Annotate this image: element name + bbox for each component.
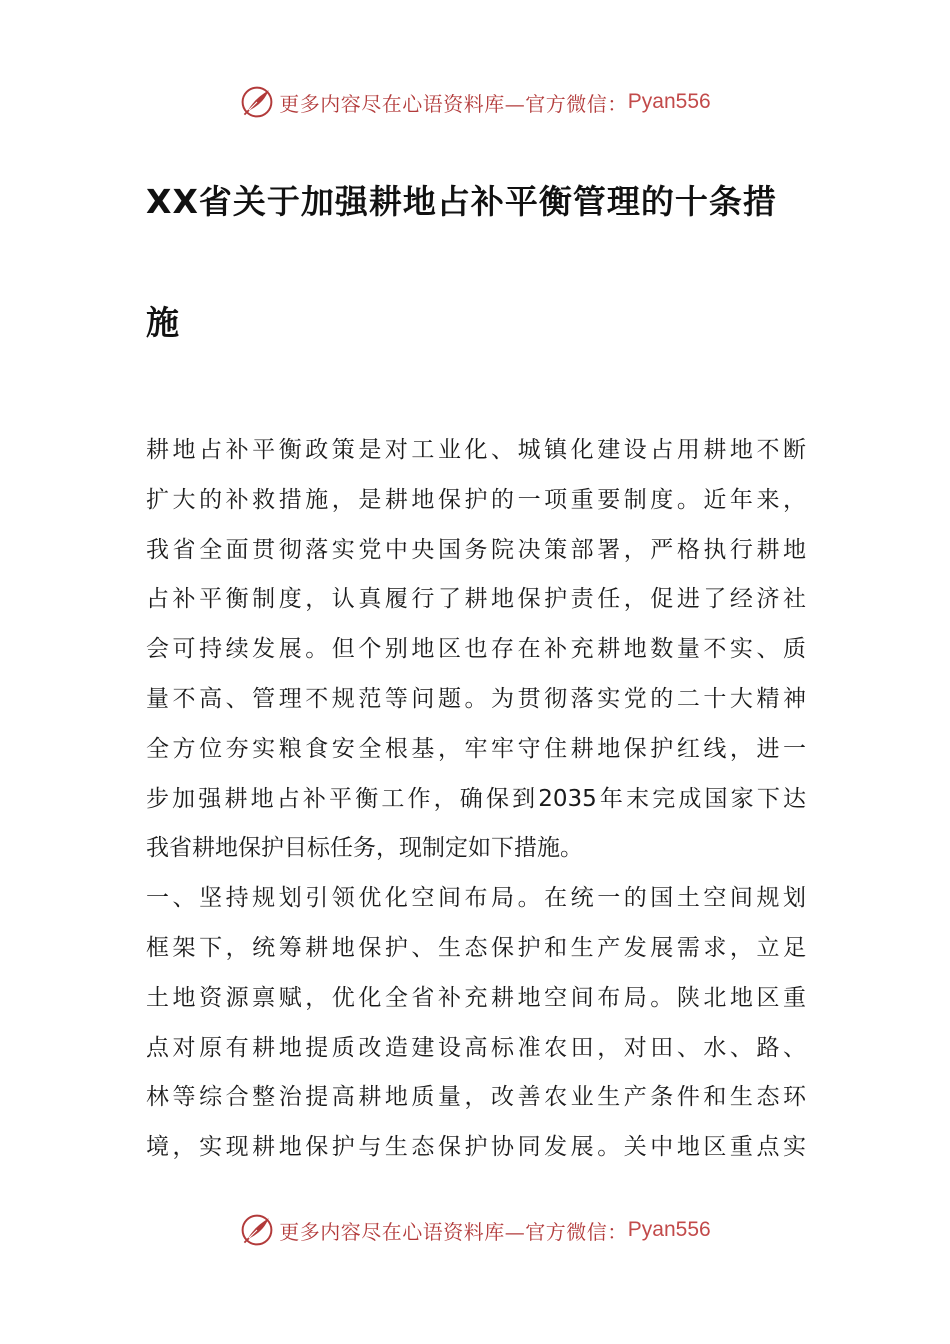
header-banner: [0, 82, 950, 122]
body-line: 点对原有耕地提质改造建设高标准农田，对田、水、路、: [146, 1034, 806, 1061]
document-title-line-2: 施: [146, 303, 180, 342]
body-line: 耕地占补平衡政策是对工业化、城镇化建设占用耕地不断: [146, 437, 806, 463]
body-line: 步加强耕地占补平衡工作，确保到2035年末完成国家下达: [146, 785, 806, 812]
body-line: 占补平衡制度，认真履行了耕地保护责任，促进了经济社: [146, 586, 806, 613]
body-line: 一、坚持规划引领优化空间布局。在统一的国土空间规划: [146, 885, 806, 912]
body-line: 框架下，统筹耕地保护、生态保护和生产发展需求，立足: [146, 934, 806, 961]
banner-text: 更多内容尽在心语资料库—官方微信：: [279, 1219, 628, 1244]
document-title-line-1: XX省关于加强耕地占补平衡管理的十条措: [146, 182, 777, 221]
body-line: 境，实现耕地保护与生态保护协同发展。关中地区重点实: [146, 1134, 806, 1161]
banner-text: 更多内容尽在心语资料库—官方微信：: [279, 91, 628, 116]
wechat-handle: Pyan556: [627, 1218, 711, 1241]
body-line: 林等综合整治提高耕地质量，改善农业生产条件和生态环: [146, 1084, 806, 1111]
body-line: 全方位夯实粮食安全根基，牢牢守住耕地保护红线，进一: [146, 735, 806, 762]
quill-logo-icon: [239, 1212, 275, 1248]
body-line: 扩大的补救措施，是耕地保护的一项重要制度。近年来，: [146, 486, 806, 513]
body-line: 我省全面贯彻落实党中央国务院决策部署，严格执行耕地: [146, 536, 806, 563]
document-body: [146, 426, 806, 1173]
body-line: 会可持续发展。但个别地区也存在补充耕地数量不实、质: [146, 636, 806, 663]
quill-logo-icon: [239, 84, 275, 120]
body-line: 我省耕地保护目标任务，现制定如下措施。: [146, 835, 583, 862]
wechat-handle: Pyan556: [627, 90, 711, 113]
body-line: 土地资源禀赋，优化全省补充耕地空间布局。陕北地区重: [146, 984, 806, 1011]
body-line: 量不高、管理不规范等问题。为贯彻落实党的二十大精神: [146, 685, 806, 712]
footer-banner: [0, 1210, 950, 1250]
